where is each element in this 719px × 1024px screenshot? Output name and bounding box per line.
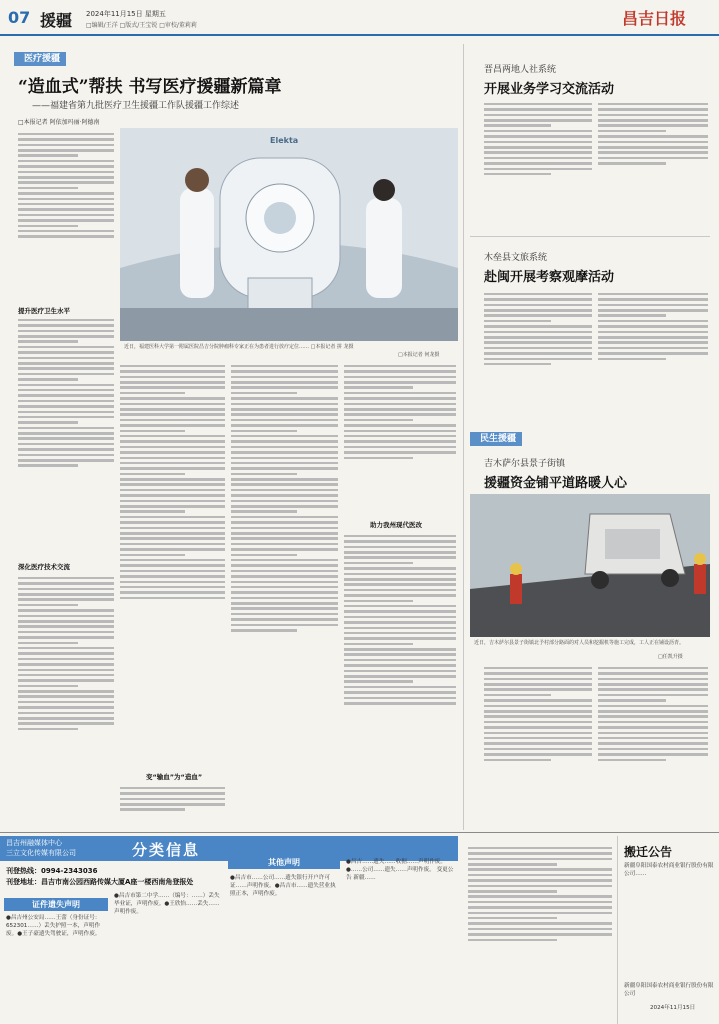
announcement-text: 新疆阜阳国泰农村商业银行股份有限公司…… xyxy=(624,863,714,878)
section-name: 援疆 xyxy=(40,11,73,30)
classified-address: 刊登地址：昌吉市南公园西路传媒大厦A座一楼西南角登报处 xyxy=(6,878,194,886)
road-photo-credit: □任凯升摄 xyxy=(658,654,683,660)
subhead-2: 深化医疗技术交流 xyxy=(18,563,70,571)
issue-date: 2024年11月15日 星期五 xyxy=(86,10,166,18)
body-text-col1c xyxy=(18,574,114,828)
right-article-1-body-a xyxy=(484,100,592,224)
right-article-1-title: 开展业务学习交流活动 xyxy=(484,82,615,97)
classified-company-line2: 三立文化传媒有限公司 xyxy=(6,849,76,857)
body-text-col2b xyxy=(120,784,225,830)
page-number: 07 xyxy=(8,8,31,27)
classified-company-line1: 昌吉州融媒体中心 xyxy=(6,839,62,847)
article-divider-1 xyxy=(470,236,710,237)
minsheng-tag: 民生援疆 xyxy=(470,432,522,446)
announcement-signature: 新疆阜阳国泰农村商业银行股份有限公司 xyxy=(624,983,714,998)
photo-illustration xyxy=(120,128,458,341)
section-tag: 医疗援疆 xyxy=(14,52,66,66)
right-article-2-pretitle: 木垒县文旅系统 xyxy=(484,253,548,263)
body-text-col4b xyxy=(344,532,456,828)
right-article-3-body-b xyxy=(598,664,708,828)
main-byline: □本报记者 阿依加玛丽·阿德南 xyxy=(18,119,100,126)
subhead-3: 变“输血”为“造血” xyxy=(146,773,203,781)
main-subheadline: ——福建省第九批医疗卫生援疆工作队援疆工作综述 xyxy=(32,101,240,111)
photo-caption: 近日，福建医科大学第一附属医院昌吉分院肿瘤科专家正在为患者进行放疗定位…… □本报记者 拼 龙摄 xyxy=(124,344,354,350)
right-article-2-body-a xyxy=(484,290,592,422)
classified-company xyxy=(6,838,76,858)
body-text-col3 xyxy=(231,362,338,828)
body-text-col4a xyxy=(344,362,456,514)
road-photo xyxy=(470,494,710,637)
main-headline: “造血式”帮扶 书写医疗援疆新篇章 xyxy=(18,77,282,97)
ad-separator xyxy=(0,832,719,833)
announcement-divider xyxy=(617,836,618,1024)
body-text-col1a xyxy=(18,130,114,300)
panel-notices-2: ●昌吉市第二中学……（编号：……）丢失毕业证，声明作废。●王欣怡……丢失……声明作废。 xyxy=(114,893,220,916)
panel-lost-certificates: ●昌吉州公安局……王蕾（身份证号：652301……）丢失护照一本，声明作废。●王子豪遗失驾驶证，声明作废。 xyxy=(6,915,101,938)
subhead-4: 助力我州现代医改 xyxy=(370,521,422,529)
road-illustration xyxy=(470,494,710,637)
classified-continued xyxy=(464,836,614,1024)
road-photo-caption: 近日，吉木萨尔县景子街镇北予村部分路面的对人员和挖掘机等施工完成，工人正在铺设沥青。 xyxy=(474,640,685,646)
panel-title-lost-certificates: 证件遗失声明 xyxy=(4,898,108,911)
classified-contact xyxy=(6,866,193,888)
column-divider xyxy=(463,44,464,830)
classified-continued-text xyxy=(468,844,612,1020)
elekta-brand: Elekta xyxy=(270,136,299,145)
editor-credits: □编辑/王洋 □版式/王宝锐 □审校/董莉莉 xyxy=(86,22,197,29)
right-article-2-body-b xyxy=(598,290,708,422)
announcement-title: 搬迁公告 xyxy=(624,845,673,859)
panel-other-notices: ●昌吉市……公司……遗失银行开户许可证……声明作废。●昌吉市……遗失营业执照正本，声明作废。 xyxy=(230,875,336,898)
classified-title: 分类信息 xyxy=(132,841,201,859)
subhead-1: 提升医疗卫生水平 xyxy=(18,307,70,315)
right-article-2-title: 赴闽开展考察观摩活动 xyxy=(484,270,615,285)
body-text-col2 xyxy=(120,362,225,770)
right-article-3-title: 援疆资金铺平道路暖人心 xyxy=(484,476,628,491)
right-article-1-pretitle: 晋昌两地人社系统 xyxy=(484,65,557,75)
classified-phone: 刊登热线：0994-2343036 xyxy=(6,867,98,875)
panel-title-other-notices: 其他声明 xyxy=(228,856,340,869)
body-text-col1b xyxy=(18,316,114,556)
right-article-3-body-a xyxy=(484,664,592,828)
photo-credit: □本报记者 何龙摄 xyxy=(398,352,440,358)
panel-notices-4: ●昌吉……遗失……收据……声明作废。●……公司……遗失……声明作废。 变更公告 新疆…… xyxy=(346,859,454,882)
right-article-3-pretitle: 吉木萨尔县景子街镇 xyxy=(484,459,566,469)
right-article-1-body-b xyxy=(598,100,708,224)
newspaper-logo: 昌吉日报 xyxy=(622,9,687,28)
main-photo xyxy=(120,128,458,341)
announcement-date: 2024年11月15日 xyxy=(650,1005,696,1011)
